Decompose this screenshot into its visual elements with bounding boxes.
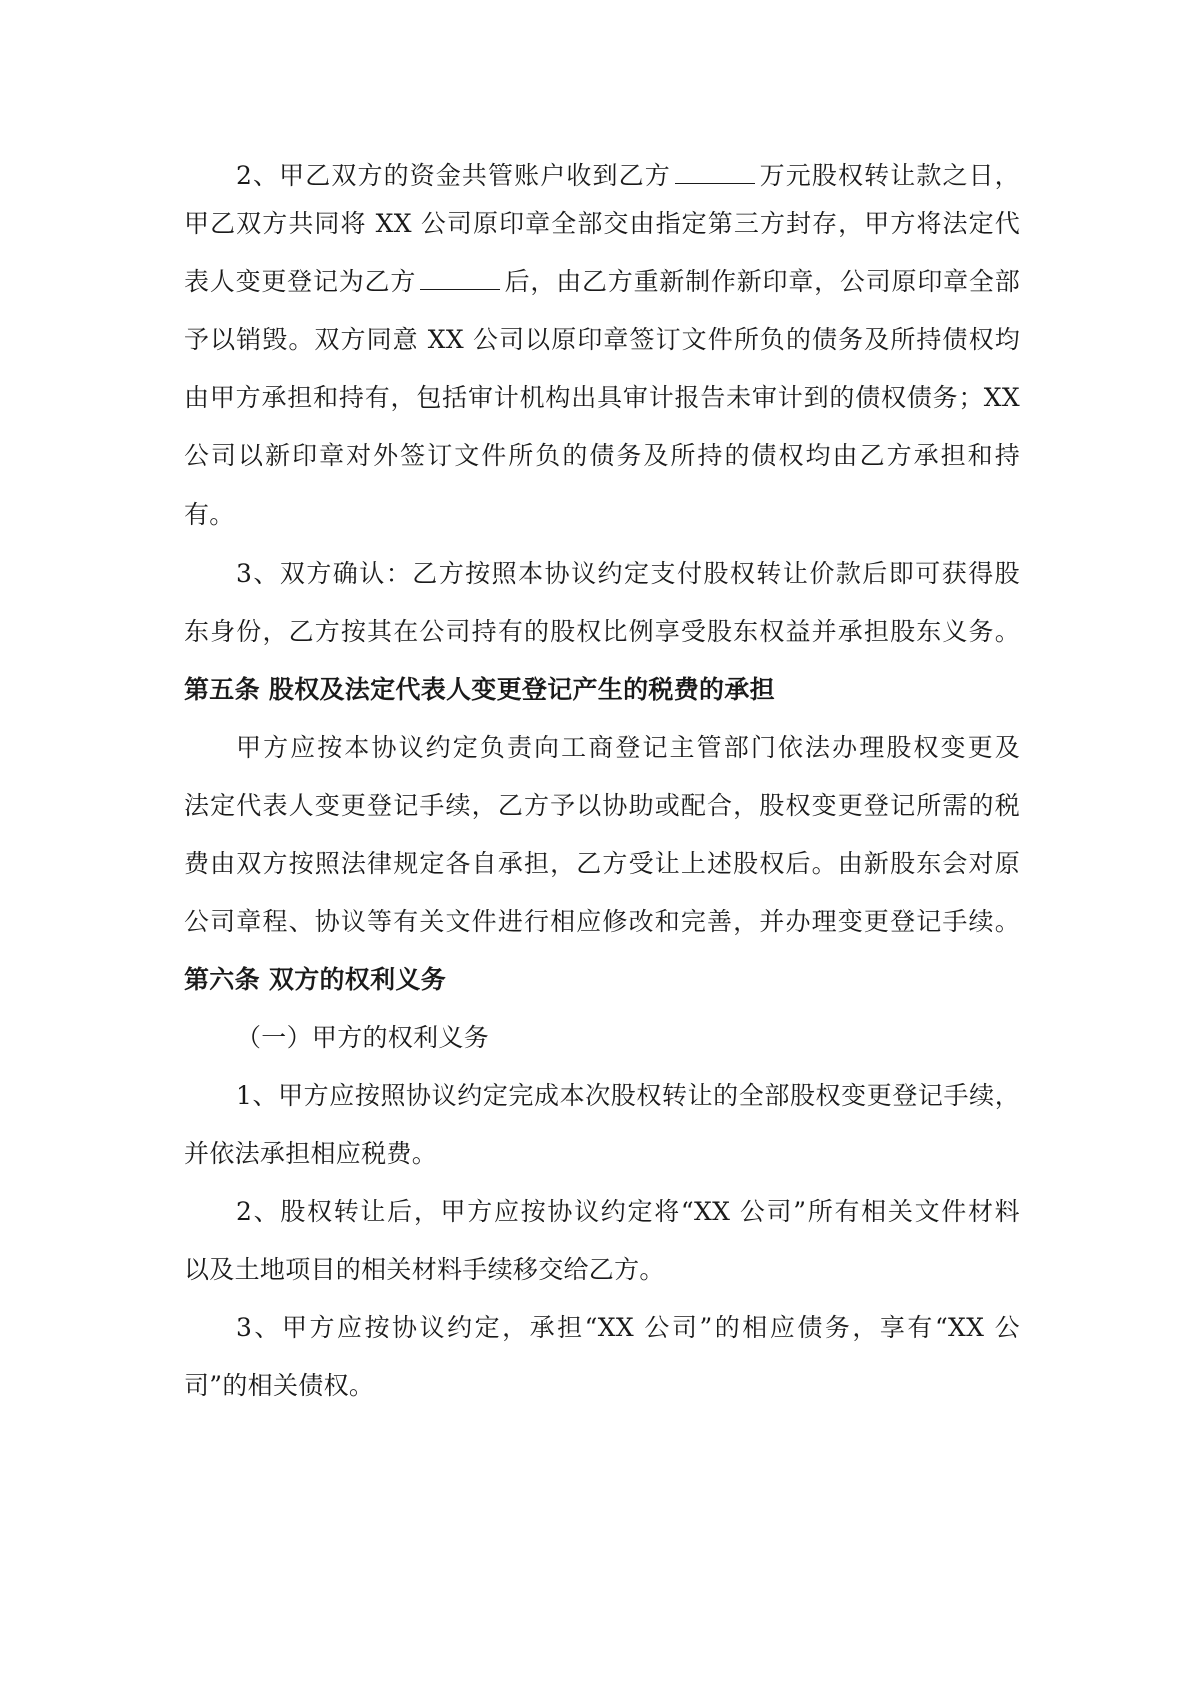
paragraph-2-line-3-start: 表人变更登记为乙方 [184,267,417,296]
article-6-item-2-line-1: 2、股权转让后，甲方应按协议约定将“XX 公司”所有相关文件材料 [236,1197,1020,1226]
paragraph-2-line-1 [236,158,1020,194]
paragraph-2-line-5: 由甲方承担和持有，包括审计机构出具审计报告未审计到的债权债务；XX [184,383,1020,412]
article-5-line-3: 费由双方按照法律规定各自承担，乙方受让上述股权后。由新股东会对原 [184,849,1020,878]
article-5-line-4: 公司章程、协议等有关文件进行相应修改和完善，并办理变更登记手续。 [184,907,1020,936]
article-6-item-1-line-1: 1、甲方应按照协议约定完成本次股权转让的全部股权变更登记手续， [236,1081,1020,1110]
paragraph-2-line-1-end: 万元股权转让款之日， [758,161,1020,190]
article-6-item-2-line-2: 以及土地项目的相关材料手续移交给乙方。 [184,1255,665,1284]
paragraph-2-line-6: 公司以新印章对外签订文件所负的债务及所持的债权均由乙方承担和持 [184,441,1020,470]
article-6-item-3-line-2: 司”的相关债权。 [184,1371,375,1400]
amount-blank [675,161,755,184]
paragraph-2-line-2: 甲乙双方共同将 XX 公司原印章全部交由指定第三方封存，甲方将法定代 [184,209,1020,238]
article-5-line-2: 法定代表人变更登记手续，乙方予以协助或配合，股权变更登记所需的税 [184,791,1020,820]
paragraph-2-line-3 [184,264,1020,300]
paragraph-2-line-4: 予以销毁。双方同意 XX 公司以原印章签订文件所负的债务及所持债权均 [184,325,1020,354]
paragraph-2-line-1-start: 2、甲乙双方的资金共管账户收到乙方 [236,161,671,190]
paragraph-3-line-2: 东身份，乙方按其在公司持有的股权比例享受股东权益并承担股东义务。 [184,617,1020,646]
article-5-line-1: 甲方应按本协议约定负责向工商登记主管部门依法办理股权变更及 [236,733,1020,762]
article-6-heading: 第六条 双方的权利义务 [184,965,447,994]
article-6-item-1-line-2: 并依法承担相应税费。 [184,1139,438,1168]
article-6-item-3-line-1: 3、甲方应按协议约定，承担“XX 公司”的相应债务，享有“XX 公 [236,1313,1020,1342]
paragraph-3-line-1: 3、双方确认：乙方按照本协议约定支付股权转让价款后即可获得股 [236,559,1020,588]
paragraph-2-line-7: 有。 [184,500,235,529]
article-5-heading: 第五条 股权及法定代表人变更登记产生的税费的承担 [184,675,775,704]
article-6-subheading-party-a: （一）甲方的权利义务 [236,1023,490,1052]
name-blank [420,267,500,290]
paragraph-2-line-3-end: 后，由乙方重新制作新印章，公司原印章全部 [504,267,1020,296]
